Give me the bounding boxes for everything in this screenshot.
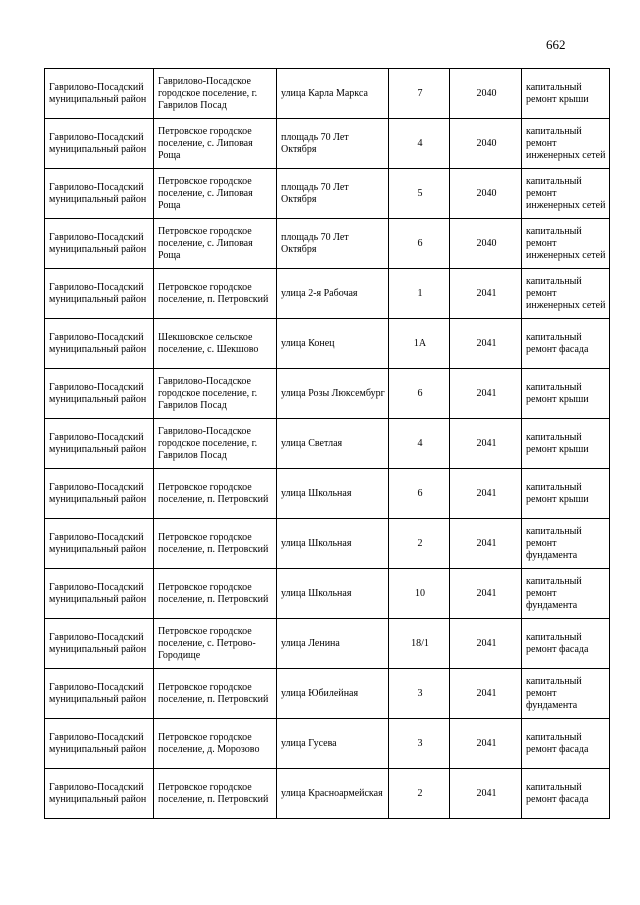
table-row (45, 119, 610, 169)
repair-year-cell: 2041 (450, 569, 522, 619)
work-type-cell: капитальный ремонт крыши (522, 469, 610, 519)
table-row (45, 569, 610, 619)
street-cell: улица 2-я Рабочая (277, 269, 389, 319)
settlement-cell: Петровское городское поселение, с. Липовая Роща (154, 119, 277, 169)
work-type-cell: капитальный ремонт фасада (522, 719, 610, 769)
repair-year-cell: 2041 (450, 369, 522, 419)
street-cell: улица Гусева (277, 719, 389, 769)
house-number-cell: 7 (389, 69, 450, 119)
work-type-cell: капитальный ремонт фундамента (522, 569, 610, 619)
house-number-cell: 3 (389, 719, 450, 769)
work-type-cell: капитальный ремонт крыши (522, 69, 610, 119)
table-row (45, 69, 610, 119)
work-type-cell: капитальный ремонт фасада (522, 319, 610, 369)
settlement-cell: Гаврилово-Посадское городское поселение, г. Гаврилов Посад (154, 419, 277, 469)
district-cell: Гаврилово-Посадский муниципальный район (45, 219, 154, 269)
settlement-cell: Петровское городское поселение, п. Петровский (154, 569, 277, 619)
repair-year-cell: 2041 (450, 419, 522, 469)
table-row (45, 169, 610, 219)
district-cell: Гаврилово-Посадский муниципальный район (45, 69, 154, 119)
settlement-cell: Петровское городское поселение, п. Петровский (154, 769, 277, 819)
work-type-cell: капитальный ремонт фундамента (522, 519, 610, 569)
district-cell: Гаврилово-Посадский муниципальный район (45, 769, 154, 819)
house-number-cell: 6 (389, 369, 450, 419)
table-row (45, 769, 610, 819)
settlement-cell: Петровское городское поселение, с. Липовая Роща (154, 219, 277, 269)
table-body (45, 69, 610, 819)
housing-repair-table (44, 68, 610, 819)
work-type-cell: капитальный ремонт крыши (522, 419, 610, 469)
repair-year-cell: 2040 (450, 219, 522, 269)
work-type-cell: капитальный ремонт фасада (522, 769, 610, 819)
house-number-cell: 3 (389, 669, 450, 719)
house-number-cell: 10 (389, 569, 450, 619)
street-cell: улица Юбилейная (277, 669, 389, 719)
settlement-cell: Петровское городское поселение, с. Липовая Роща (154, 169, 277, 219)
house-number-cell: 18/1 (389, 619, 450, 669)
street-cell: улица Ленина (277, 619, 389, 669)
district-cell: Гаврилово-Посадский муниципальный район (45, 469, 154, 519)
street-cell: площадь 70 Лет Октября (277, 219, 389, 269)
repair-year-cell: 2041 (450, 269, 522, 319)
settlement-cell: Петровское городское поселение, д. Морозово (154, 719, 277, 769)
district-cell: Гаврилово-Посадский муниципальный район (45, 419, 154, 469)
district-cell: Гаврилово-Посадский муниципальный район (45, 569, 154, 619)
table-row (45, 419, 610, 469)
settlement-cell: Гаврилово-Посадское городское поселение, г. Гаврилов Посад (154, 369, 277, 419)
house-number-cell: 2 (389, 769, 450, 819)
street-cell: улица Школьная (277, 519, 389, 569)
work-type-cell: капитальный ремонт инженерных сетей (522, 269, 610, 319)
street-cell: улица Светлая (277, 419, 389, 469)
work-type-cell: капитальный ремонт инженерных сетей (522, 219, 610, 269)
table-row (45, 519, 610, 569)
district-cell: Гаврилово-Посадский муниципальный район (45, 369, 154, 419)
street-cell: площадь 70 Лет Октября (277, 169, 389, 219)
repair-year-cell: 2041 (450, 619, 522, 669)
work-type-cell: капитальный ремонт фундамента (522, 669, 610, 719)
repair-year-cell: 2041 (450, 719, 522, 769)
table-row (45, 369, 610, 419)
district-cell: Гаврилово-Посадский муниципальный район (45, 119, 154, 169)
district-cell: Гаврилово-Посадский муниципальный район (45, 319, 154, 369)
repair-year-cell: 2041 (450, 319, 522, 369)
house-number-cell: 5 (389, 169, 450, 219)
repair-year-cell: 2041 (450, 669, 522, 719)
repair-year-cell: 2041 (450, 519, 522, 569)
house-number-cell: 1А (389, 319, 450, 369)
settlement-cell: Шекшовское сельское поселение, с. Шекшово (154, 319, 277, 369)
district-cell: Гаврилово-Посадский муниципальный район (45, 169, 154, 219)
district-cell: Гаврилово-Посадский муниципальный район (45, 669, 154, 719)
street-cell: улица Школьная (277, 569, 389, 619)
work-type-cell: капитальный ремонт крыши (522, 369, 610, 419)
table-row (45, 669, 610, 719)
district-cell: Гаврилово-Посадский муниципальный район (45, 269, 154, 319)
street-cell: улица Конец (277, 319, 389, 369)
page-number: 662 (546, 37, 566, 52)
settlement-cell: Петровское городское поселение, п. Петровский (154, 519, 277, 569)
house-number-cell: 6 (389, 219, 450, 269)
settlement-cell: Петровское городское поселение, п. Петровский (154, 469, 277, 519)
street-cell: площадь 70 Лет Октября (277, 119, 389, 169)
house-number-cell: 2 (389, 519, 450, 569)
settlement-cell: Петровское городское поселение, с. Петрово-Городище (154, 619, 277, 669)
table-row (45, 469, 610, 519)
work-type-cell: капитальный ремонт инженерных сетей (522, 169, 610, 219)
house-number-cell: 1 (389, 269, 450, 319)
table-row (45, 219, 610, 269)
district-cell: Гаврилово-Посадский муниципальный район (45, 519, 154, 569)
work-type-cell: капитальный ремонт фасада (522, 619, 610, 669)
repair-year-cell: 2040 (450, 169, 522, 219)
table-row (45, 619, 610, 669)
house-number-cell: 6 (389, 469, 450, 519)
settlement-cell: Гаврилово-Посадское городское поселение, г. Гаврилов Посад (154, 69, 277, 119)
house-number-cell: 4 (389, 119, 450, 169)
district-cell: Гаврилово-Посадский муниципальный район (45, 719, 154, 769)
street-cell: улица Розы Люксембург (277, 369, 389, 419)
table-row (45, 319, 610, 369)
settlement-cell: Петровское городское поселение, п. Петровский (154, 669, 277, 719)
street-cell: улица Красноармейская (277, 769, 389, 819)
repair-year-cell: 2040 (450, 119, 522, 169)
house-number-cell: 4 (389, 419, 450, 469)
work-type-cell: капитальный ремонт инженерных сетей (522, 119, 610, 169)
table-row (45, 269, 610, 319)
street-cell: улица Школьная (277, 469, 389, 519)
repair-year-cell: 2041 (450, 469, 522, 519)
repair-year-cell: 2040 (450, 69, 522, 119)
settlement-cell: Петровское городское поселение, п. Петровский (154, 269, 277, 319)
table-row (45, 719, 610, 769)
repair-year-cell: 2041 (450, 769, 522, 819)
district-cell: Гаврилово-Посадский муниципальный район (45, 619, 154, 669)
street-cell: улица Карла Маркса (277, 69, 389, 119)
